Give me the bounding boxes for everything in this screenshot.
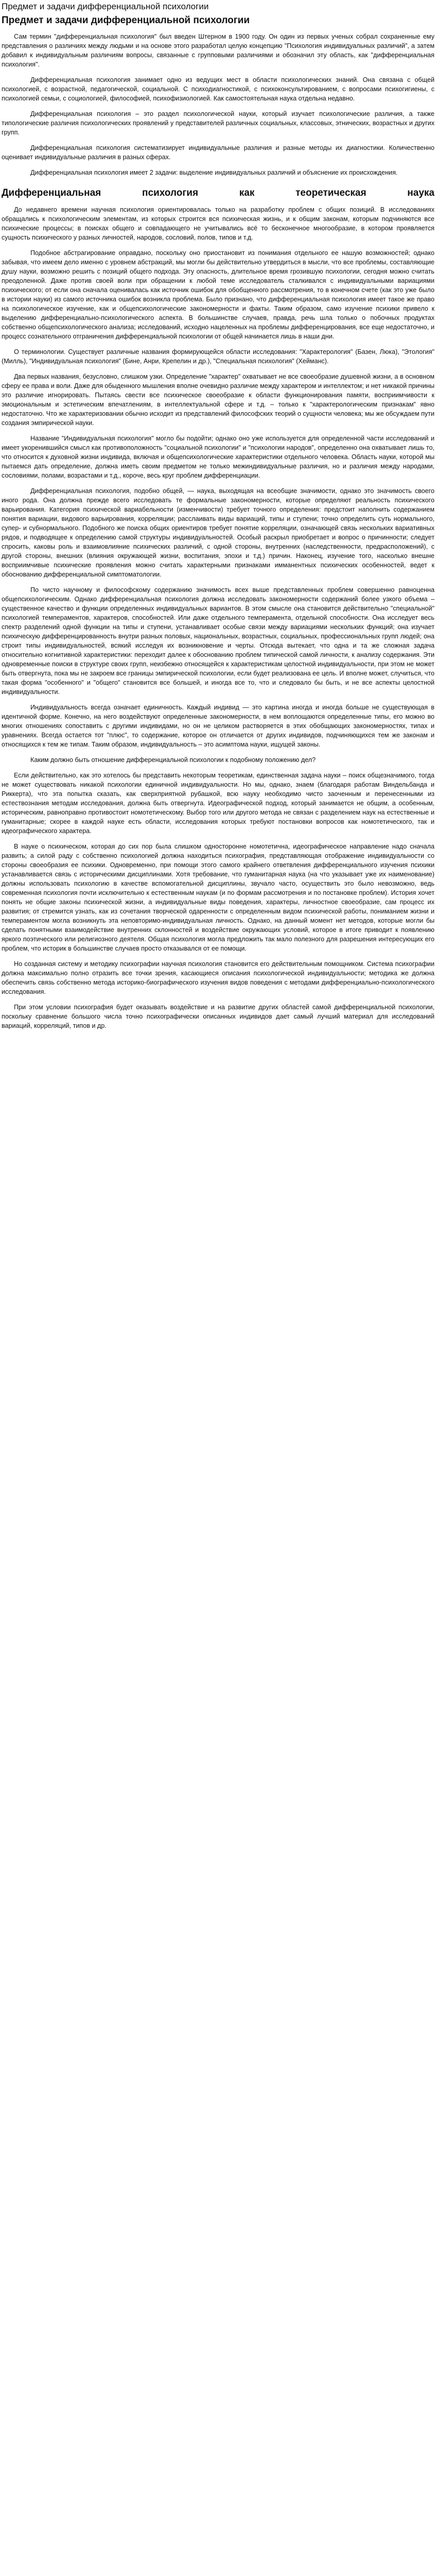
section-paragraph: Но созданная систему и методику психографии научная психология становится его действительным помощником. Система психографии должна максимально полно отразить все точки зрения, касающиеся описания психологической индивидуальности; методика же должна обеспечить связь собственно метода историко-биографического изучения видов поведения с методами дифференциально-психологического исследования. bbox=[2, 960, 434, 995]
section-paragraph: Название "Индивидуальная психология" могло бы подойти; однако оно уже используется для определенной части исследований и имеет укоренившийся смысл как противоположность "социальной психологии" и "психологии народов", определенно она охватывает лишь то, что относится к духовной жизни индивида, включая и общепсихологические характеристики отдельного человека. Область науки, которой мы пытаемся дать определение, должна иметь своим предметом не только межиндивидуальные различия, но и различия между народами, сословиями, полами, возрастами и т.д., короче, весь круг проблем дифференциации. bbox=[2, 435, 434, 479]
section-paragraph: Каким должно быть отношение дифференциальной психологии к подобному положению дел? bbox=[30, 756, 316, 764]
section-title: Дифференциальная психология как теоретическая наука bbox=[2, 188, 434, 198]
section-paragraph: О терминологии. Существует различные названия формирующейся области исследования: "Характерология" (Базен, Люка), "Этология" (Милль), "Индивидуальная психология" (Бине, Анри, Крепелин и др.), "Специальная психология" (Хейманс). bbox=[2, 348, 434, 365]
section-paragraph: В науке о психическом, которая до сих пор была слишком односторонне номотетична, идеографическое направление надо сначала развить; а силой раду с собственно психологией должна находиться психография, представляющая отображение индивидуальности со стороны своеобразия ее психики. Одновременно, при помощи этого самого крайнего ответвления дифференциального изучения психики устанавливается связь с историческими дисциплинами. Хотя требование, что гуманитарная наука (на что указывает уже их наименование) должны использовать психологию в качестве вспомогательной дисциплины, звучало часто, осуществить это было невозможно, ведь современная психология почти исключительно к естественным наукам (и по формам рассмотрения и по постановке проблем). История хочет понять не общие законы психической жизни, а индивидуальные виды поведения, характеры, личностное своеобразие, сам процесс их развития; от стремится узнать, как из сочетания творческой одаренности с определенным видом психической работы, пониманием жизни и темпераментом могла возникнуть эта неповторимо-индивидуальная личность. Однако, на данный момент нет методов, которые могли бы сделать понятными взаимодействие внутренних склонностей и воздействие окружающих условий, которое в итоге приводит к появлению яркого поэтического или религиозного деятеля. Общая психология могла предложить так мало полезного для разрешения интересующих его проблем, что историк в большинстве случаев просто отказывался от ее помощи. bbox=[2, 843, 434, 952]
page bbox=[0, 0, 436, 1057]
section-paragraph: Если действительно, как это хотелось бы представить некоторым теоретикам, единственная задача науки – поиск общезначимого, тогда не может существовать никакой психологии единичной индивидуальности. Но мы, однако, знаем (благодаря работам Виндельбанда и Риккерта), что эта попытка сказать, как сверхприятной рубашкой, всю науку необходимо чисто заоченным и перенесенными из естествознания методам исследования, должна быть отвергнута. Идеографической подход, который занимается не общим, а особенным, историческим, равноправно противостоит номотетическому. Выбор того или другого метода не связан с разделением наук на естественные и гуманитарные; скорее в каждой науке есть области, исследования которых требуют постановки вопросов как номотетического, так и идеографического характера. bbox=[2, 772, 434, 835]
intro-paragraph: Дифференциальная психология имеет 2 задачи: выделение индивидуальных различий и объяснение их происхождения. bbox=[30, 169, 398, 176]
article-title: Предмет и задачи дифференциальной психологии bbox=[2, 15, 250, 26]
section-paragraph: Два первых названия, безусловно, слишком узки. Определение "характер" охватывает не все своеобразие душевной жизни, а в основном сферу ее права и воли. Даже для обыденного мышления вполне очевидно различие между характером и интеллектом; и нет никакой причины это различие игнорировать. Пытаясь свести все психическое своеобразие к области функционирования памяти, восприимчивости к эмоциональным и эстетическим впечатлениям, в интеллектуальной сфере и т.д. – только к "характерологическим признакам" явно недостаточно. Что же характеризовании обычно исходит из представлений философских теорий о сущности человека; мы же обсуждаем пути создания эмпирической науки. bbox=[2, 373, 434, 427]
section-paragraph: При этом условии психография будет оказывать воздействие и на развитие других областей самой дифференциальной психологии, поскольку сравнение большого числа точно психографически описанных индивидов дает самый лучший материал для исследований вариаций, корреляций, типов и др. bbox=[2, 1004, 434, 1029]
intro-paragraph: Дифференциальная психология – это раздел психологической науки, который изучает психологические различия, а также типологические различия психологических проявлений у представителей различных социальных, классовых, этнических, возрастных и других групп. bbox=[2, 110, 434, 136]
section-paragraph: До недавнего времени научная психология ориентировалась только на разработку проблем с общих позиций. В исследованиях обращались к психологическим элементам, из которых строится вся психическая жизнь, и к общим законам, которым подчиняются все психические процессы; в поисках общего и совпадающего не учитывались всё то бесконечное многообразие, в котором проявляется сущность психического у разных личностей, народов, сословий, полов, типов и т.д. bbox=[2, 206, 434, 241]
section-paragraph: По чисто научному и философскому содержанию значимость всех выше представленных проблем совершенно равноценна общепсихологическим. Однако дифференциальная психология должна исследовать закономерности содержаний более узкого объема – существенное качество и функции определенных индивидуальных вариантов. В этом смысле она становится действительно "специальной" психологией темпераментов, характеров, способностей. Или даже отдельного темперамента, отдельной способности. Она исследует весь спектр разделений одной функции на типы и ступени, устанавливает особые связи между вариациями нескольких функций; она изучает психическую дифференцированность внутри разных половых, национальных, возрастных, социальных, профессиональных групп людей; она строит типы индивидуальностей, всякий исследуя их возникновение и черты. Отсюда вытекает, что одна и та же сложная задача относительно когнитивной характеристики: переходит далее к обоснованию проблем типической самой личности, к анализу содержания. Эти одновременные поиски в структуре своих групп, неизбежно относящейся к характеристикам целостной индивидуальности, при этом не может быть отвергнута, пока мы не закроем все границы эмпирической психологии, если будет реализована ее цель. И вполне может, случиться, что такая форма "особенного" и "общего" становится все большей, и иногда все то, что и следовало бы быть, и не все аспекты целостной индивидуальности. bbox=[2, 586, 434, 696]
section-paragraph: Подобное абстрагирование оправдано, поскольку оно приостановит из понимания отдельного ее нашую возможностей; однако забывая, что имеем дело именно с уровнем абстракций, мы могли бы действительно утвердиться в мысли, что все проблемы, составляющие душу науки, возможно решить с позиций общего подхода. Эту опасность, длительное время грозившую психологии, сегодня можно считать преодоленной. Даже против своей воли при обращении к любой теме исследователь сталкивался с индивидуальными вариациями психического; от если она сначала оценивалась как источник ошибок для обобщенного рассмотрения, то в конечном счете (как это уже было в истории науки) из самого источника ошибок возникла проблема. Было признано, что дифференциальная психология имеет такое же право на психологическое изучение, как и общепсихологические закономерности и факты. Таким образом, само изучение психики привело к выделению дифференциально-психологического аспекта. В большинстве случаев, правда, речь шла только о побочных продуктах собственно общепсихологического анализа; исследований, исходно нацеленных на проблемы дифференцирования, все еще недостаточно, и процесс сознательного отграничения дифференциальной психологии от общей начинается лишь в наши дни. bbox=[2, 249, 434, 340]
intro-paragraph: Дифференциальная психология систематизирует индивидуальные различия и разные методы их диагностики. Количественно оценивает индивидуальные различия в разных сферах. bbox=[2, 144, 434, 161]
page-header-title: Предмет и задачи дифференциальной психологии bbox=[2, 2, 209, 11]
section-paragraph: Дифференциальная психология, подобно общей, — наука, выходящая на всеобщие значимости, однако это значимость своего иного рода. Она должна прежде всего исследовать те формальные закономерности, которые определяют реальность психического варьирования. Категория психической вариабельности (изменчивости) требует точного определения: предстоит наполнить содержанием понятия вариации, видового варьирования, корреляции; расслаивать виды вариаций, типы и ступени; точно определить суть нормального, супер- и субнормального. Подобного же поиска общих ориентиров требует понятие корреляции, означающей связь нескольких вариативных рядов, и подводящее к определению самой структуры индивидуальностей. Особый раскрыл приобретает и вопрос о причинности; следует спросить, каковы роль и взаимовлияние психических различий, с одной стороны, внутренних (наследственности, предрасположений), с другой стороны, внешних (влияния окружающей жизни, воспитания, эпохи и т.д.) причин. Наконец, изучение того, насколько внешне восприимчивые психические проявления можно считать характерными признаками имманентных психических особенностей, ведет к обоснованию дифференциальной симптоматологии. bbox=[2, 487, 434, 578]
section-paragraph: Индивидуальность всегда означает единичность. Каждый индивид — это картина иногда и иногда больше не существующая в идентичной форме. Конечно, на него воздействуют определенные закономерности, в нем воплощаются определенные типы, его можно во многих отношениях сопоставить с другими индивидами, но он не целиком растворяется в этих обобщающих закономерностях, типах и уравнениях. Всегда остается тот "плюс", то содержание, которое он отличается от других индивидов, подчиняющихся тем же законам и относящихся к тем же типам. Таким образом, индивидуальность – это асимптома науки, ищущей законы. bbox=[2, 704, 434, 748]
intro-paragraph: Сам термин "дифференциальная психология" был введен Штерном в 1900 году. Он один из первых ученых собрал сохраненные ему представления о различиях между людьми и на основе этого разработал целую концепцию "Психология индивидуальных различий", а затем добавил к индивидуальным различиям вопросы, связанные с групповыми различиями и обозначил эту область, как "дифференциальная психология". bbox=[2, 33, 434, 68]
intro-paragraph: Дифференциальная психология занимает одно из ведущих мест в области психологических знаний. Она связана с общей психологией, с возрастной, педагогической, социальной. С психодиагностикой, с психоконсультированием, с вопросами психогигиены, с психологией семьи, с социологией, философией, психофизиологией. Как самостоятельная наука отдельна недавно. bbox=[2, 76, 434, 102]
